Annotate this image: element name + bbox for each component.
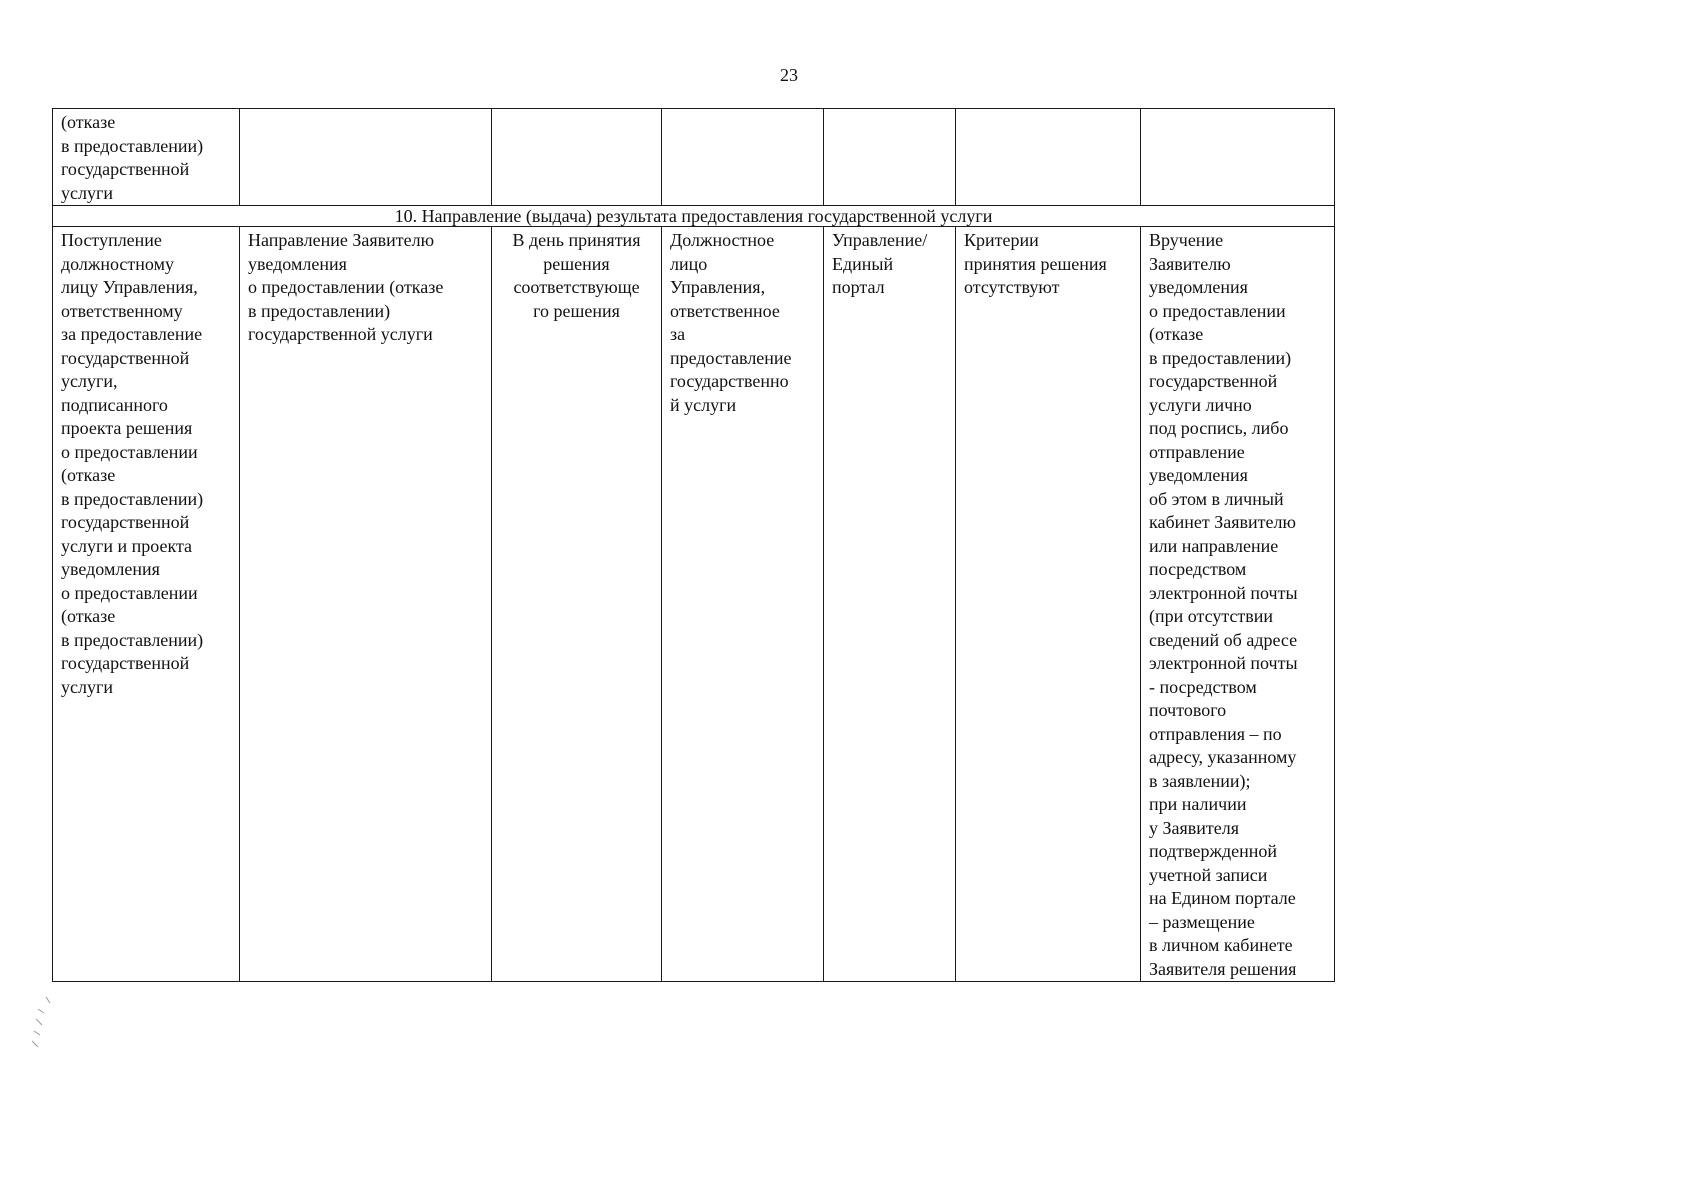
table-cell — [492, 109, 662, 206]
scan-mark — [28, 995, 58, 1050]
cell-text: Направление Заявителю уведомления о предоставлении (отказе в предоставлении) государственной услуги — [248, 230, 444, 344]
cell-text: Управление/ Единый портал — [832, 230, 928, 297]
section-title: 10. Направление (выдача) результата предоставления государственной услуги — [53, 206, 1335, 227]
table-cell — [824, 227, 956, 982]
cell-text: Должностное лицо Управления, ответственное за предоставление государственно й услуги — [670, 230, 792, 415]
table-cell — [1141, 227, 1335, 982]
section-header-row — [53, 206, 1335, 227]
table-cell — [956, 109, 1141, 206]
cell-text: Поступление должностному лицу Управления, ответственному за предоставление государственной услуги, подписанного проекта решения о предоставлении (отказе в предоставлении) государственной услуги и проекта уведомления о предоставлении (отказе в предоставлении) государственной услуги — [61, 230, 204, 697]
cell-text: В день принятия решения соответствующе го решения — [512, 230, 641, 321]
table-cell — [53, 109, 240, 206]
page-number: 23 — [780, 65, 798, 85]
table-cell — [53, 227, 240, 982]
table-cell — [956, 227, 1141, 982]
table-cell — [662, 109, 824, 206]
table-cell — [492, 227, 662, 982]
cell-text: Критерии принятия решения отсутствуют — [964, 230, 1107, 297]
cell-text: Вручение Заявителю уведомления о предоставлении (отказе в предоставлении) государственной услуги лично под роспись, либо отправление уведомления об этом в личный кабинет Заявителю или направление посредством электронной почты (при отсутствии сведений об адресе электронной почты - посредством почтового отправления – по адресу, указанному в заявлении); при наличии у Заявителя подтвержденной учетной записи на Едином портале – размещение в личном кабинете Заявителя решения — [1149, 230, 1298, 979]
procedure-table — [52, 108, 1335, 982]
table-row — [53, 227, 1335, 982]
table-cell — [240, 109, 492, 206]
table-row — [53, 109, 1335, 206]
table-cell — [240, 227, 492, 982]
table-cell — [824, 109, 956, 206]
table-cell — [1141, 109, 1335, 206]
cell-text: (отказе в предоставлении) государственной услуги — [61, 112, 204, 203]
table-cell — [662, 227, 824, 982]
